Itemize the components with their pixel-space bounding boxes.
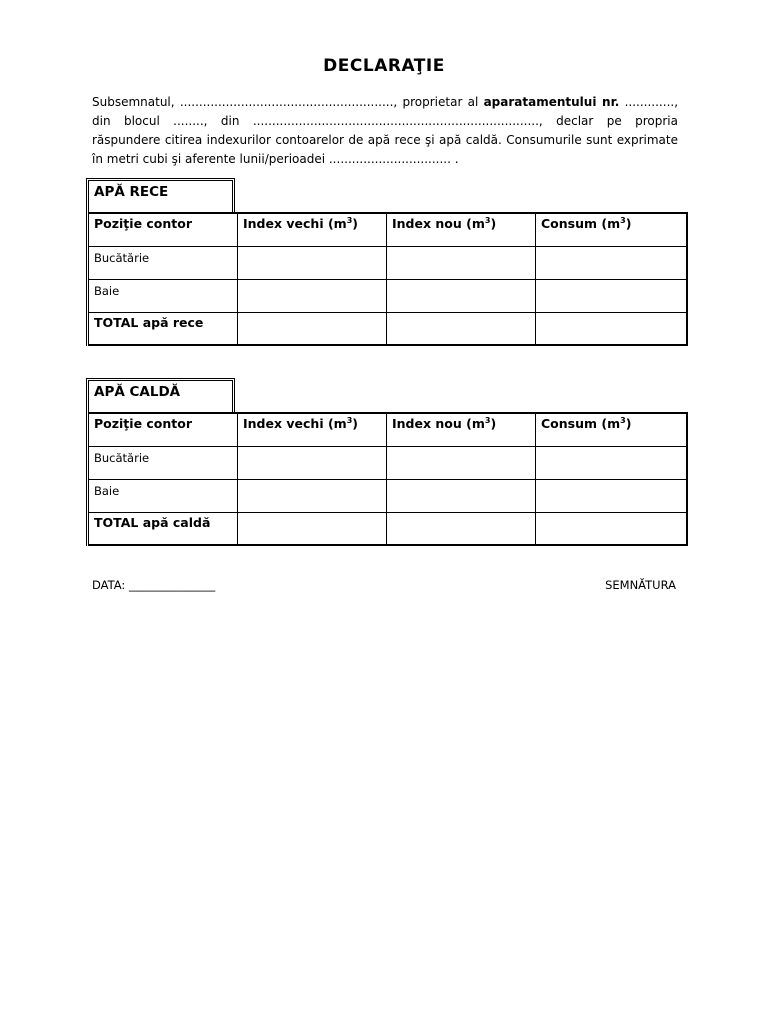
header-consumption-label: Consum (m (541, 416, 621, 432)
cell-new-index[interactable] (387, 446, 536, 479)
paragraph-bold-apartment: aparatamentului nr. (483, 95, 620, 109)
header-old-index (238, 413, 387, 446)
cell-old-index[interactable] (238, 312, 387, 345)
table-total-row (88, 512, 687, 545)
cell-new-index[interactable] (387, 246, 536, 279)
header-position: Poziţie contor (88, 413, 238, 446)
row-label-bathroom: Baie (88, 279, 238, 312)
hot-water-title: APĂ CALDĂ (86, 378, 235, 412)
header-consumption (536, 413, 687, 446)
cell-consumption[interactable] (536, 312, 687, 345)
cell-old-index[interactable] (238, 512, 387, 545)
unit-exponent: 3 (346, 216, 353, 225)
unit-exponent: 3 (620, 416, 626, 425)
header-consumption (536, 213, 687, 246)
table-row (88, 479, 687, 512)
header-close: ) (352, 216, 358, 232)
table-row (88, 279, 687, 312)
paragraph-part-1: Subsemnatul, ........................................................, proprietar al (92, 95, 484, 109)
row-label-total: TOTAL apă rece (88, 312, 238, 345)
cell-old-index[interactable] (238, 479, 387, 512)
header-old-index (238, 213, 387, 246)
cell-old-index[interactable] (238, 279, 387, 312)
row-label-kitchen: Bucătărie (88, 246, 238, 279)
cell-old-index[interactable] (238, 446, 387, 479)
row-label-total: TOTAL apă caldă (88, 512, 238, 545)
table-header-row (88, 213, 687, 246)
header-new-index-label: Index nou (m (392, 416, 485, 432)
header-consumption-label: Consum (m (541, 216, 621, 232)
header-close: ) (625, 416, 632, 432)
signature-label: SEMNĂTURA (605, 578, 676, 592)
cell-consumption[interactable] (536, 512, 687, 545)
cell-new-index[interactable] (387, 279, 536, 312)
cell-old-index[interactable] (238, 246, 387, 279)
date-field[interactable]: DATA: _______________ (92, 578, 216, 592)
row-label-bathroom: Baie (88, 479, 238, 512)
cold-water-table (86, 212, 688, 346)
header-close: ) (625, 216, 632, 232)
cell-consumption[interactable] (536, 446, 687, 479)
cell-new-index[interactable] (387, 512, 536, 545)
header-new-index-label: Index nou (m (392, 216, 485, 232)
cell-new-index[interactable] (387, 479, 536, 512)
document-title: DECLARAŢIE (323, 56, 445, 76)
header-close: ) (490, 216, 497, 232)
header-position: Poziţie contor (88, 213, 238, 246)
unit-exponent: 3 (346, 416, 353, 425)
cold-water-title: APĂ RECE (86, 178, 235, 212)
header-old-index-label: Index vechi (m (243, 216, 347, 232)
header-old-index-label: Index vechi (m (243, 416, 347, 432)
cell-new-index[interactable] (387, 312, 536, 345)
header-new-index (387, 213, 536, 246)
table-total-row (88, 312, 687, 345)
header-new-index (387, 413, 536, 446)
table-header-row (88, 413, 687, 446)
header-close: ) (352, 416, 358, 432)
paragraph-part-2: ............., din blocul ........, din ..........................................................................., declar pe propria răspundere citirea indexurilor contoarelor de apă rece şi apă caldă. Consumurile sunt exprimate în metri cubi şi aferente lunii/perioadei ................................ . (92, 95, 679, 166)
unit-exponent: 3 (620, 216, 626, 225)
cell-consumption[interactable] (536, 246, 687, 279)
cell-consumption[interactable] (536, 479, 687, 512)
header-close: ) (490, 416, 497, 432)
unit-exponent: 3 (484, 416, 491, 425)
hot-water-table (86, 412, 688, 546)
unit-exponent: 3 (484, 216, 491, 225)
row-label-kitchen: Bucătărie (88, 446, 238, 479)
cell-consumption[interactable] (536, 279, 687, 312)
table-row (88, 246, 687, 279)
declaration-paragraph (92, 93, 678, 169)
table-row (88, 446, 687, 479)
